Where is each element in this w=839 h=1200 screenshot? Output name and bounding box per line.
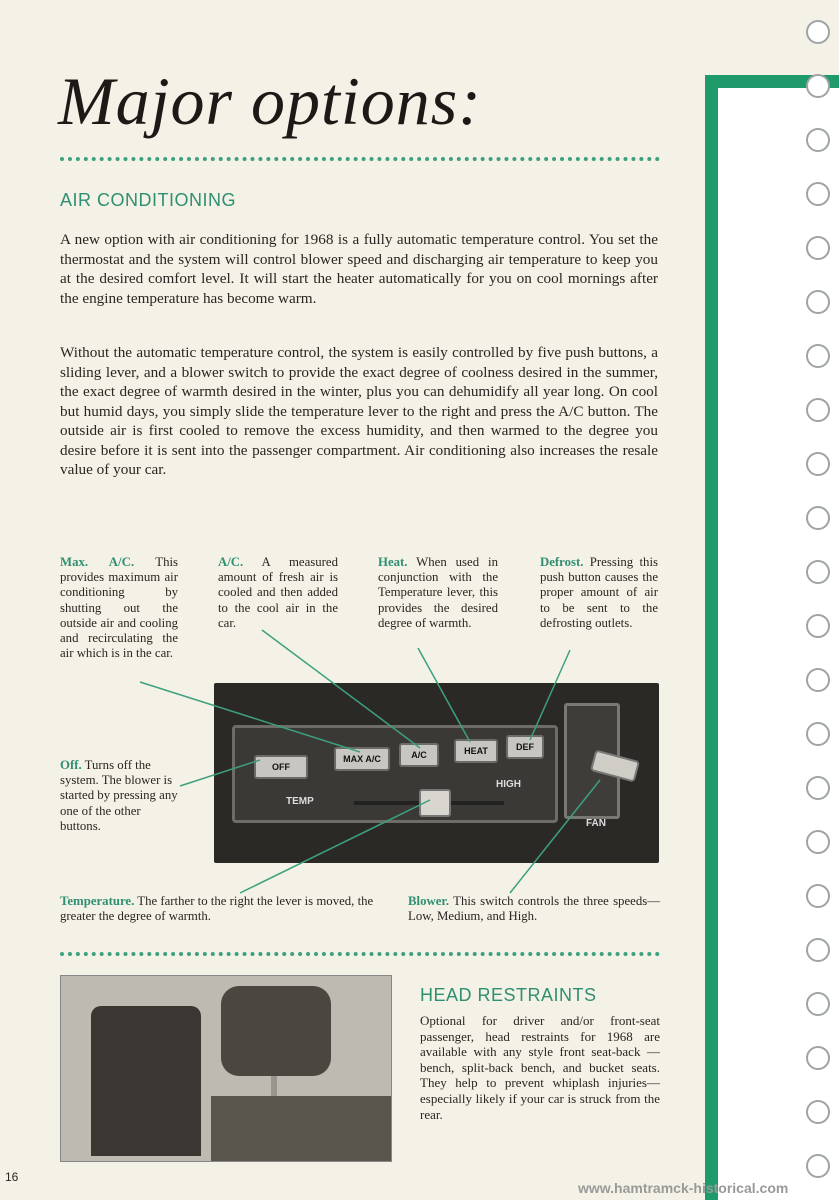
head-restraints-photo [60,975,392,1162]
callout-text: This switch controls the three speeds—Low, Medium, and High. [408,894,660,924]
callout-term: Blower. [408,894,450,908]
callout-text: Pressing this push button causes the proper amount of air to be sent to the defrosting outlets. [540,555,658,630]
callout-term: A/C. [218,555,244,569]
seat-cushion [211,1096,391,1161]
callout-term: Off. [60,758,82,772]
page-number: 16 [5,1170,19,1184]
head-restraint [221,986,331,1076]
leader-ac [262,630,420,748]
ac-button: A/C [399,743,439,767]
callout-term: Max. A/C. [60,555,135,569]
air-conditioning-heading: AIR CONDITIONING [60,190,237,210]
leader-temperature [240,800,430,893]
callout-text: Turns off the system. The blower is started by pressing any one of the other buttons. [60,758,178,833]
leader-heat [418,648,470,742]
fan-label: FAN [586,818,606,829]
callout-term: Temperature. [60,894,135,908]
max-ac-button: MAX A/C [334,747,390,771]
watermark: www.hamtramck-historical.com [578,1180,789,1196]
seat-back [91,1006,201,1156]
heat-button: HEAT [454,739,498,763]
callout-text: The farther to the right the lever is moved, the greater the degree of warmth. [60,894,374,924]
def-button: DEF [506,735,544,759]
ac-paragraph-1: A new option with air conditioning for 1968 is a fully automatic temperature control. You set the thermostat and the system will control blower speed and discharging air temperature to keep you at the desired comfort level. It will start the heater automatically for you on cool mornings after the engine temperature has become warm. [60,231,658,307]
leader-max-ac [140,682,360,752]
head-restraints-text: Optional for driver and/or front-seat passenger, head restraints for 1968 are available with any style front seat-back —bench, split-back bench, and bucket seats. They help to prevent whiplash injuries—especially likely if your car is struck from the rear. [420,1013,660,1122]
head-restraints-heading: HEAD RESTRAINTS [420,985,597,1005]
callout-text: This provides maximum air conditioning by shutting out the outside air and cooling and recirculating the air which is in the car. [60,555,178,661]
dotted-divider [60,952,660,956]
ac-paragraph-2: Without the automatic temperature control, the system is easily controlled by five push buttons, a sliding lever, and a blower switch to provide the exact degree of coolness desired in the summer, the exact degree of warmth desired in the winter, plus you can dehumidify all year long. On cool but humid days, you simply slide the temperature lever to the right and press the A/C button. The outside air is first cooled to remove the excess humidity, and then warmed to the degree you desire before it is sent into the passenger compartment. Air conditioning also increases the resale value of your car. [60,344,658,478]
temp-label: TEMP [286,796,314,807]
callout-text: A measured amount of fresh air is cooled and then added to the cool air in the car. [218,555,338,630]
callout-text: When used in conjunction with the Temperature lever, this provides the desired degree of warmth. [378,555,498,630]
page-title: Major options: [58,63,482,139]
callout-term: Defrost. [540,555,584,569]
leader-defrost [530,650,570,740]
off-button: OFF [254,755,308,779]
leader-blower [510,780,600,893]
callout-term: Heat. [378,555,408,569]
high-label: HIGH [496,779,521,790]
leader-off [180,760,260,786]
